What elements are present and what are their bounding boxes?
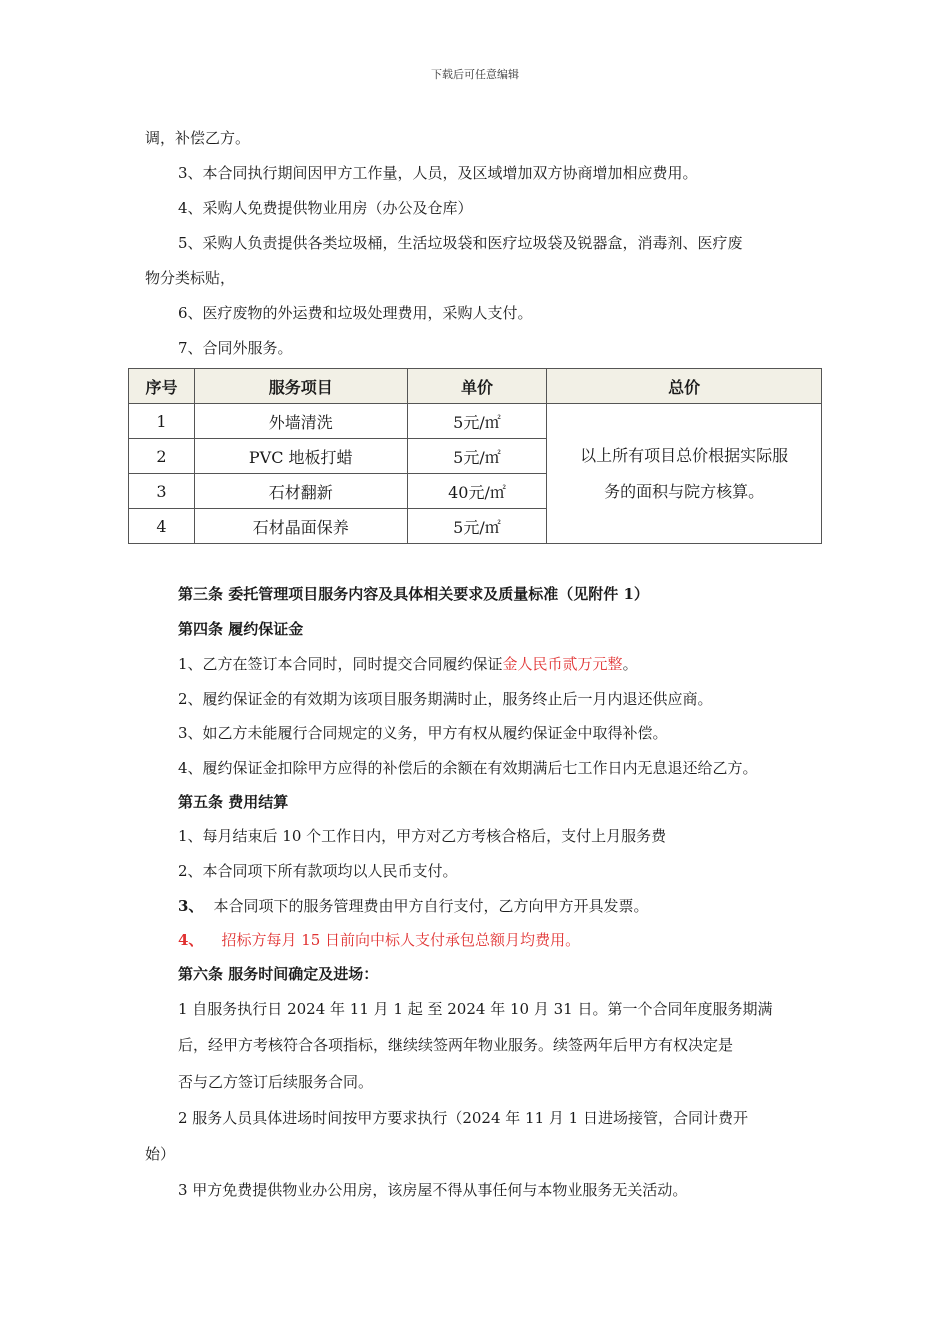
article-5-item-3-number: 3、 xyxy=(178,897,204,915)
cell-unit-price: 5元/㎡ xyxy=(407,404,547,439)
article-6-p3: 3 甲方免费提供物业办公用房，该房屋不得从事任何与本物业服务无关活动。 xyxy=(178,1181,688,1199)
article-6-p2-line-2: 始） xyxy=(145,1145,176,1163)
intro-line-1: 调，补偿乙方。 xyxy=(145,129,251,147)
article-6-p2-line-1: 2 服务人员具体进场时间按甲方要求执行（2024 年 11 月 1 日进场接管，合同计费开 xyxy=(178,1109,748,1127)
article-4-item-1-prefix: 1、乙方在签订本合同时，同时提交合同履约保证 xyxy=(178,655,503,673)
article-4-item-2: 2、履约保证金的有效期为该项目服务期满时止，服务终止后一月内退还供应商。 xyxy=(178,690,713,708)
cell-number: 2 xyxy=(129,439,195,474)
header-unit-price: 单价 xyxy=(407,369,547,404)
article-4-item-1-suffix: 。 xyxy=(622,655,638,673)
table-row xyxy=(129,404,822,439)
intro-line-7: 7、合同外服务。 xyxy=(178,339,293,357)
article-5-item-2: 2、本合同项下所有款项均以人民币支付。 xyxy=(178,862,458,880)
cell-service-item: 外墙清洗 xyxy=(194,404,407,439)
header-service-item: 服务项目 xyxy=(194,369,407,404)
cell-service-item: PVC 地板打蜡 xyxy=(194,439,407,474)
intro-line-3: 4、采购人免费提供物业用房（办公及仓库） xyxy=(178,199,473,217)
total-line-1: 以上所有项目总价根据实际服 xyxy=(580,445,789,465)
total-line-2: 务的面积与院方核算。 xyxy=(604,481,765,501)
article-6-title: 第六条 服务时间确定及进场： xyxy=(178,965,379,983)
article-5-item-4-number: 4、 xyxy=(178,931,204,949)
article-5-item-1: 1、每月结束后 10 个工作日内，甲方对乙方考核合格后，支付上月服务费 xyxy=(178,827,667,845)
intro-line-4: 5、采购人负责提供各类垃圾桶，生活垃圾袋和医疗垃圾袋及锐器盒，消毒剂、医疗废 xyxy=(178,234,743,252)
cell-service-item: 石材晶面保养 xyxy=(194,509,407,544)
article-4-item-3: 3、如乙方未能履行合同规定的义务，甲方有权从履约保证金中取得补偿。 xyxy=(178,724,668,742)
article-4-title: 第四条 履约保证金 xyxy=(178,620,304,638)
intro-line-5: 物分类标贴， xyxy=(145,269,236,287)
article-5-item-3-text: 本合同项下的服务管理费由甲方自行支付，乙方向甲方开具发票。 xyxy=(213,897,649,915)
article-5-title: 第五条 费用结算 xyxy=(178,793,289,811)
cell-service-item: 石材翻新 xyxy=(194,474,407,509)
page-header: 下载后可任意编辑 xyxy=(431,68,519,81)
cell-number: 4 xyxy=(129,509,195,544)
article-5-item-4-text: 招标方每月 15 日前向中标人支付承包总额月均费用。 xyxy=(221,931,581,949)
cell-total-price xyxy=(547,404,822,544)
article-6-p1-line-2: 后，经甲方考核符合各项指标，继续续签两年物业服务。续签两年后甲方有权决定是 xyxy=(178,1036,734,1054)
cell-number: 1 xyxy=(129,404,195,439)
article-4-item-4: 4、履约保证金扣除甲方应得的补偿后的余额在有效期满后七工作日内无息退还给乙方。 xyxy=(178,759,758,777)
article-4-item-1 xyxy=(178,654,638,674)
intro-line-6: 6、医疗废物的外运费和垃圾处理费用，采购人支付。 xyxy=(178,304,533,322)
table-header-row xyxy=(129,369,822,404)
article-5-item-3 xyxy=(178,896,648,916)
article-6-p1-line-3: 否与乙方签订后续服务合同。 xyxy=(178,1073,374,1091)
header-total-price: 总价 xyxy=(547,369,822,404)
cell-unit-price: 5元/㎡ xyxy=(407,439,547,474)
deposit-amount-highlight: 金人民币贰万元整 xyxy=(502,655,623,673)
article-3-title: 第三条 委托管理项目服务内容及具体相关要求及质量标准（见附件 1） xyxy=(178,585,649,603)
cell-number: 3 xyxy=(129,474,195,509)
header-number: 序号 xyxy=(129,369,195,404)
intro-line-2: 3、本合同执行期间因甲方工作量，人员，及区域增加双方协商增加相应费用。 xyxy=(178,164,698,182)
article-5-item-4 xyxy=(178,930,580,950)
cell-unit-price: 40元/㎡ xyxy=(407,474,547,509)
cell-unit-price: 5元/㎡ xyxy=(407,509,547,544)
service-price-table xyxy=(128,368,822,544)
article-6-p1-line-1: 1 自服务执行日 2024 年 11 月 1 起 至 2024 年 10 月 31 日。第一个合同年度服务期满 xyxy=(178,1000,773,1018)
